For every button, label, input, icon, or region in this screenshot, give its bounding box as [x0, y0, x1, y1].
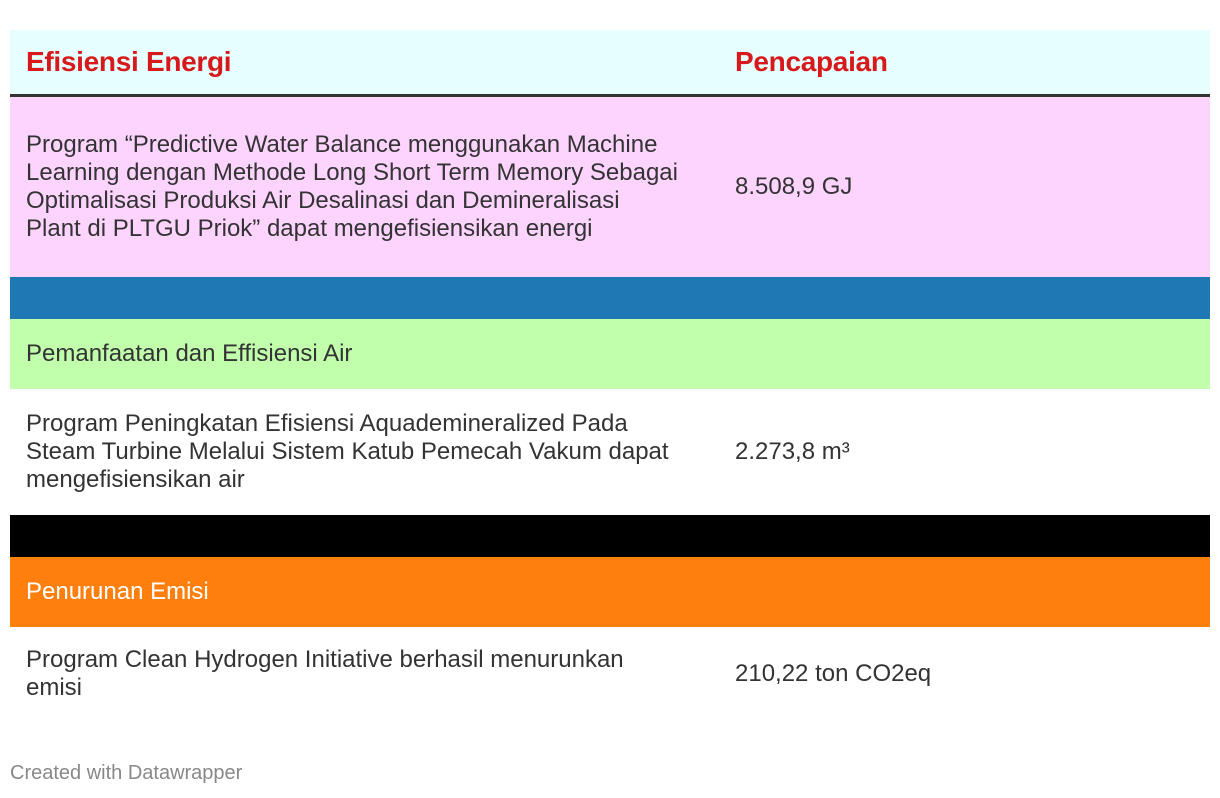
data-table: [10, 30, 1210, 721]
table-row: [10, 97, 1210, 277]
table-row: [10, 627, 1210, 721]
row-separator: [10, 277, 1210, 319]
section-label: Penurunan Emisi: [26, 578, 209, 605]
table-header: [10, 30, 1210, 97]
section-row: [10, 319, 1210, 389]
program-cell: Program “Predictive Water Balance menggunakan Machine Learning dengan Methode Long Short Term Memory Sebagai Optimalisasi Produksi Air Desalinasi dan Demineralisasi Plant di PLTGU Priok” dapat mengefisiensikan energi: [26, 131, 678, 242]
section-row: [10, 557, 1210, 627]
header-efisiensi-energi: Efisiensi Energi: [26, 46, 232, 77]
achievement-cell: 8.508,9 GJ: [735, 173, 853, 200]
table-row: [10, 389, 1210, 515]
achievement-cell: 2.273,8 m³: [735, 438, 850, 465]
section-label: Pemanfaatan dan Effisiensi Air: [26, 340, 353, 367]
datawrapper-credit[interactable]: Created with Datawrapper: [10, 762, 243, 784]
program-cell: Program Clean Hydrogen Initiative berhasil menurunkan emisi: [26, 646, 624, 701]
achievement-cell: 210,22 ton CO2eq: [735, 660, 932, 687]
row-separator: [10, 515, 1210, 557]
program-cell: Program Peningkatan Efisiensi Aquademineralized Pada Steam Turbine Melalui Sistem Katub Pemecah Vakum dapat mengefisiensikan air: [26, 410, 669, 493]
header-pencapaian: Pencapaian: [735, 46, 888, 77]
